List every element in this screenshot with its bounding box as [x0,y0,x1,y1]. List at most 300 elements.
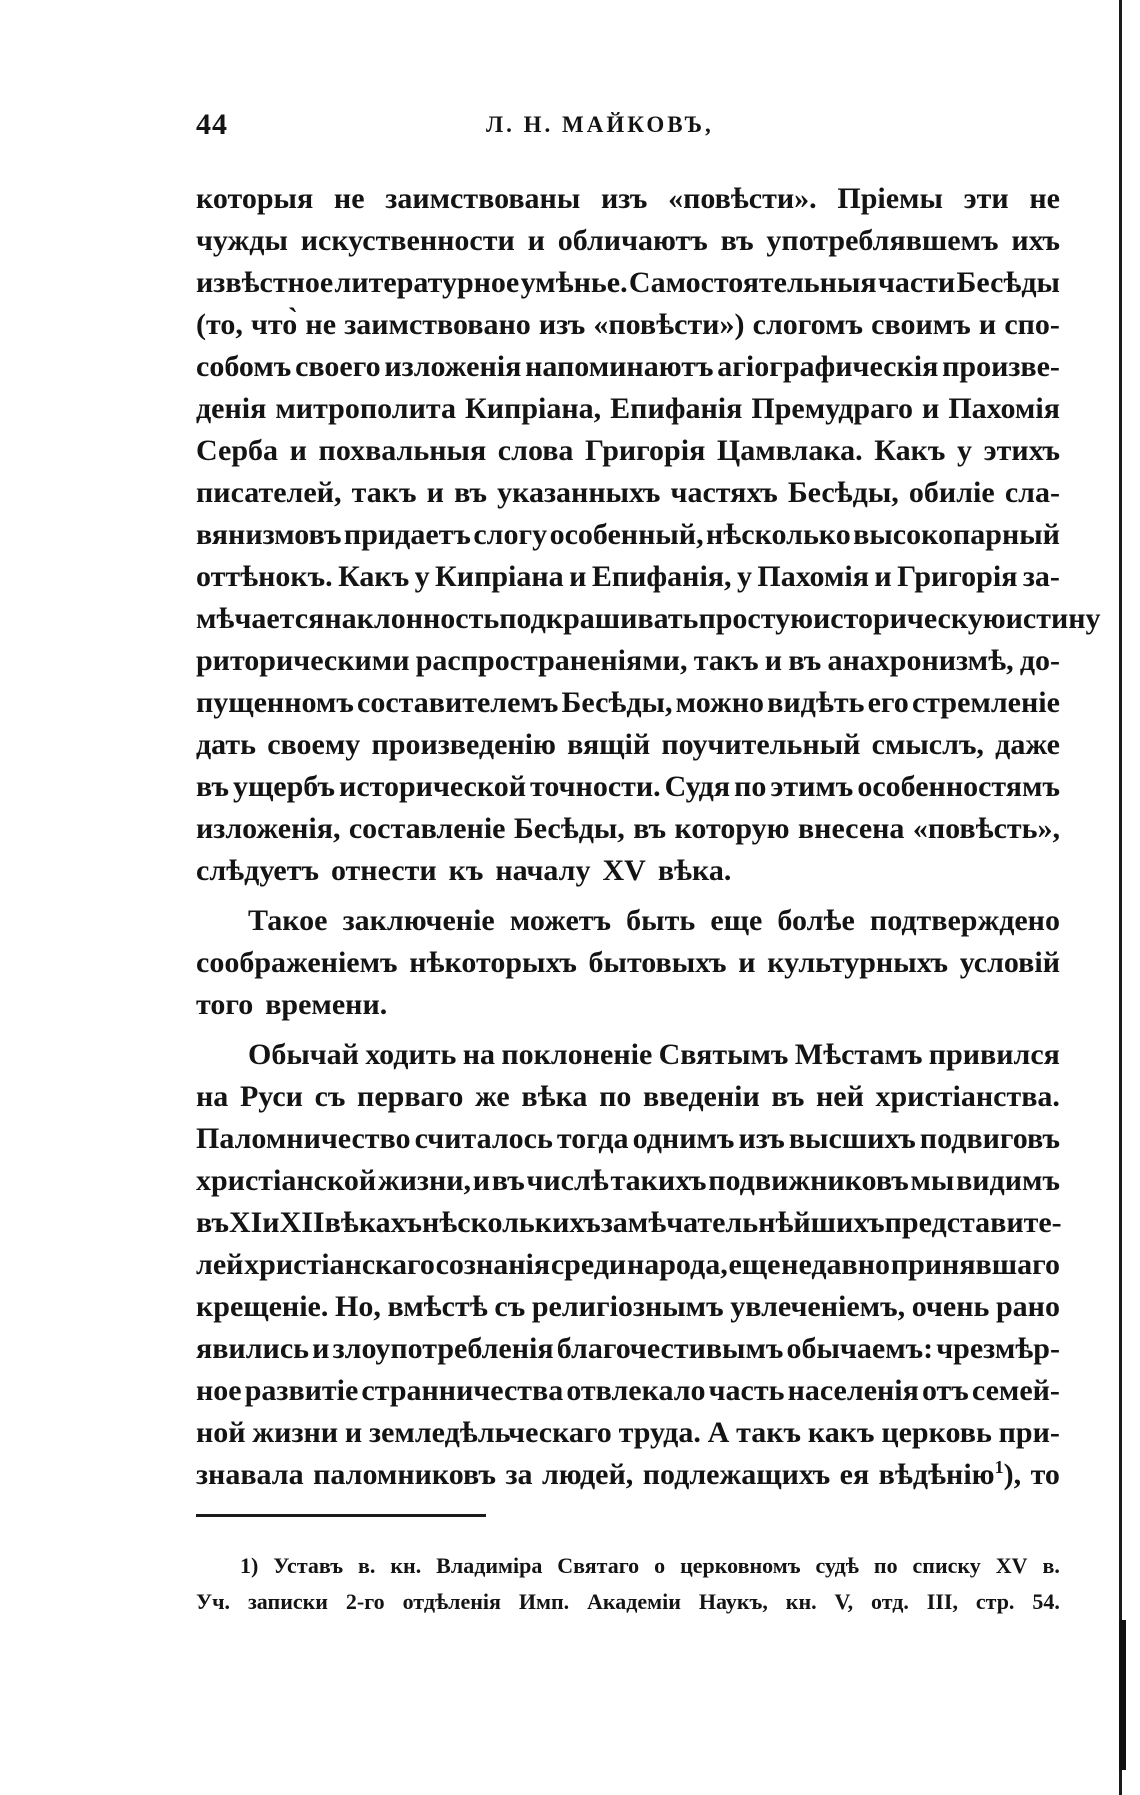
word: «повѣсти». [668,182,817,215]
word: 1) [240,1553,259,1578]
word: людей, [541,1458,634,1491]
word: изложенія, [196,812,341,845]
word: слова [497,434,574,467]
text-line [196,900,1060,942]
word: рано [996,1290,1060,1323]
word: распространеніями, [415,644,688,677]
word: этимъ [770,770,854,803]
word: такихъ [610,1164,707,1197]
word: культурныхъ [767,946,948,979]
word: XV [602,854,646,887]
word: поучительный [661,728,861,761]
word: спо- [1004,308,1060,341]
text-line [196,346,1060,388]
word: Мѣстамъ [794,1038,923,1071]
word: подлежащихъ [642,1458,831,1491]
word: подвижниковъ [708,1164,909,1197]
text-line [196,766,1060,808]
word: Серба [196,434,279,467]
word: на [196,1080,229,1113]
word: у [957,434,973,467]
word: обличаютъ [557,224,708,257]
word: кн. [785,1589,817,1614]
word: и [978,308,997,341]
word: не [1029,182,1060,215]
word: въ [196,1206,229,1239]
word: изложенія [384,350,522,383]
word: ходить [365,1038,457,1071]
word: странничества [361,1374,564,1407]
text-line [196,1412,1060,1454]
word: по [599,1080,632,1113]
word: Паломничество [196,1122,411,1155]
word: слѣдуетъ [196,854,319,887]
word: въ [454,476,488,509]
word: своимъ [871,308,971,341]
text-line [196,984,1060,1026]
word: высшихъ [788,1122,916,1155]
word: представите- [884,1206,1062,1239]
word: собомъ [196,350,292,383]
word: частяхъ [670,476,778,509]
word: считалось [414,1122,553,1155]
word: умѣнье. [520,266,628,299]
word: сознанія [435,1248,551,1281]
word: видимъ [956,1164,1060,1197]
word: Академіи [587,1589,681,1614]
word: въ [633,812,667,845]
word: Бесѣды, [787,476,899,509]
word: такъ [351,476,417,509]
word: вѣдѣнію$^1$), [878,1457,1022,1491]
word: подкрашивать [499,602,699,635]
text-line [196,1244,1060,1286]
word: привился [928,1038,1060,1071]
text-line [196,262,1060,304]
word: Пріемы [837,182,943,215]
word: перваго [357,1080,464,1113]
word: ней [815,1080,864,1113]
word: Кипріана [435,560,564,593]
word: «повѣсти») [593,308,745,341]
word: Кипріана, [465,392,602,425]
word: болѣе [777,904,855,937]
word: подвиговъ [919,1122,1060,1155]
word: благочестивымъ [556,1332,784,1365]
word: введеніи [643,1080,760,1113]
word: Руси [239,1080,303,1113]
word: точности. [530,770,661,803]
word: списку [912,1553,981,1578]
word: Григорія [585,434,706,467]
word: сла- [1004,476,1060,509]
word: Пахомія [757,560,869,593]
word: Самостоятельныя [628,266,877,299]
word: указанныхъ [497,476,661,509]
word: какъ [807,1416,875,1449]
word: употреблявшемъ [766,224,999,257]
word: то [1030,1458,1060,1491]
word: и [262,1206,280,1239]
text-line-final [196,1454,1060,1496]
word: недавно [781,1248,891,1281]
word: лей [196,1248,244,1281]
text-line [196,472,1060,514]
word: Уч. [196,1589,231,1614]
text-line [196,430,1060,472]
page-number: 44 [196,108,228,141]
text-line [196,178,1060,220]
word: ихъ [1011,224,1060,257]
word: заимствованы [385,182,581,215]
word: своего [295,350,381,383]
word: XV [995,1553,1028,1578]
word: изъ [601,182,648,215]
text-line [196,682,1060,724]
word: такъ [693,644,759,677]
word: паломниковъ [313,1458,496,1491]
word: населенія [787,1374,919,1407]
text-line [196,808,1060,850]
word: кн. [390,1553,422,1578]
text-line [196,1328,1060,1370]
word: ея [839,1458,870,1491]
word: писателей, [196,476,342,509]
page-header [196,108,1056,148]
word: Какъ [338,560,410,593]
word: А [707,1416,730,1449]
word: съ [314,1080,346,1113]
footnote-line [196,1584,1060,1620]
word: дать [196,728,256,761]
footnote-rule [196,1514,486,1517]
word: нѣсколько [706,518,851,551]
footnote-line [196,1548,1060,1584]
word: Обычай [248,1038,359,1071]
word: изъ [538,308,586,341]
word: въ [196,770,229,803]
word: вянизмовъ [196,518,342,551]
word: что̀ [251,308,298,341]
word: Владиміра [436,1553,543,1578]
word: истину [1005,602,1101,635]
word: земледѣльческаго [369,1416,612,1449]
word: стремленіе [911,686,1060,719]
word: по [734,770,767,803]
word: части [877,266,956,299]
word: Святаго [557,1553,640,1578]
word: 2-го [345,1589,385,1614]
word: и [289,434,307,467]
word: внесена [797,812,905,845]
word: исторической [339,770,527,803]
word: и [738,946,756,979]
word: Бесѣды, [561,686,673,719]
word: отвлекало [566,1374,706,1407]
word: на [462,1038,496,1071]
word: нѣсколькихъ [422,1206,601,1239]
word: высокопарный [853,518,1060,551]
word: ной [196,1416,246,1449]
word: принявшаго [890,1248,1060,1281]
word: до- [1019,644,1060,677]
word: народа, [626,1248,728,1281]
word: записки [247,1589,328,1614]
word: не [333,182,365,215]
word: напоминаютъ [525,350,714,383]
word: мѣчается [196,602,325,635]
word: за [505,1458,533,1491]
word: и [472,1164,491,1197]
text-line [196,1202,1060,1244]
word: мы [910,1164,955,1197]
scan-edge-line [1119,0,1122,1795]
word: видѣть [767,686,865,719]
text-line [196,942,1060,984]
word: обиліе [908,476,995,509]
text-line [196,1034,1060,1076]
word: еще [710,904,763,937]
word: однимъ [632,1122,735,1155]
word: жизни, [377,1164,472,1197]
word: въ [491,1164,525,1197]
footnote-ref: 1 [994,1457,1004,1477]
word: произве- [942,350,1060,383]
word: вмѣстѣ [387,1290,488,1323]
text-line [196,388,1060,430]
word: и [312,1332,330,1365]
word: церковь [881,1416,992,1449]
word: Бесѣды [956,266,1060,299]
word: же [475,1080,510,1113]
word: извѣстное [196,266,334,299]
word: вѣкахъ [324,1206,422,1239]
word: и [426,476,444,509]
word: условій [959,946,1060,979]
word: въ [788,644,822,677]
word: подтверждено [869,904,1060,937]
word: смыслъ, [871,728,984,761]
word: составителемъ [357,686,559,719]
word: наклонность [324,602,500,635]
word: Такое [248,904,328,937]
word: составленіе [348,812,506,845]
word: отъ [921,1374,969,1407]
word: числѣ [526,1164,609,1197]
word: в. [358,1553,376,1578]
word: Наукъ, [698,1589,768,1614]
text-line [196,304,1060,346]
word: чрезмѣр- [936,1332,1060,1365]
text-line [196,598,1101,640]
word: у [414,560,430,593]
word: ущербъ [232,770,336,803]
word: заимствовано [344,308,531,341]
word: похвальныя [318,434,487,467]
word: III, [926,1589,958,1614]
word: историческую [813,602,1006,635]
word: труда. [618,1416,701,1449]
word: не [305,308,337,341]
word: можно [675,686,764,719]
word: вѣка. [657,854,732,887]
word: изъ [738,1122,785,1155]
word: развитіе [244,1374,359,1407]
word: церковномъ [680,1553,801,1578]
text-line [196,1160,1060,1202]
word: такъ [736,1416,802,1449]
word: простую [698,602,813,635]
word: особенностямъ [857,770,1060,803]
word: придаетъ [343,518,471,551]
word: (то, [196,308,243,341]
word: еще [728,1248,781,1281]
word: знавала [196,1458,304,1491]
word: Но, [335,1290,381,1323]
scan-edge-mark [1119,1620,1126,1770]
word: судѣ [815,1553,859,1578]
word: быть [626,904,696,937]
word: у [736,560,752,593]
word: стр. [975,1589,1015,1614]
word: Премудраго [751,392,913,425]
word: и [569,560,587,593]
word: произведенію [371,728,556,761]
word: отдѣленія [402,1589,501,1614]
text-line [196,1076,1060,1118]
word: крещеніе. [196,1290,329,1323]
word: поклоненіе [501,1038,653,1071]
text-line [196,850,1060,892]
word: даже [995,728,1060,761]
word: которую [674,812,790,845]
word: обычаемъ: [786,1332,934,1365]
word: агіографическія [717,350,939,383]
word: XI [228,1206,263,1239]
text-line [196,1370,1060,1412]
word: заключеніе [342,904,495,937]
word: Пахомія [948,392,1060,425]
word: литературное [334,266,520,299]
text-line [196,1118,1060,1160]
text-line [196,640,1060,682]
text-line [196,1286,1060,1328]
text-line [196,220,1060,262]
word: XII [279,1206,325,1239]
word: очень [911,1290,990,1323]
word: своему [267,728,361,761]
word: христіанской [196,1164,377,1197]
word: Цамвлака. [716,434,863,467]
word: искуственности [300,224,515,257]
text-line [196,514,1060,556]
word: о [654,1553,666,1578]
word: и [764,644,783,677]
word: Епифанія [610,392,743,425]
word: отнести [330,854,437,887]
word: эти [963,182,1009,215]
text-line [196,556,1060,598]
word: семей- [971,1374,1060,1407]
word: и [874,560,892,593]
word: за- [1022,560,1060,593]
word: которыя [196,182,314,215]
text-line [196,724,1060,766]
word: нѣкоторыхъ [409,946,577,979]
word: религіознымъ [531,1290,724,1323]
word: явились [196,1332,310,1365]
word: и [922,392,940,425]
running-head: Л. Н. МАЙКОВЪ, [486,112,714,137]
word: злоупотребленія [332,1332,554,1365]
word: Имп. [518,1589,570,1614]
word: бытовыхъ [588,946,727,979]
word: анахронизмѣ, [827,644,1014,677]
word: христіанскаго [244,1248,435,1281]
word: можетъ [509,904,612,937]
word: митрополита [275,392,456,425]
word: Какъ [874,434,946,467]
word: Григорія [897,560,1018,593]
word: риторическими [196,644,410,677]
word: по [873,1553,898,1578]
word: денія [196,392,267,425]
word: его [867,686,909,719]
word: ное [196,1374,242,1407]
word: среди [550,1248,627,1281]
word: увлеченіемъ, [730,1290,906,1323]
word: того [196,988,254,1021]
word: при- [998,1416,1060,1449]
word: этихъ [983,434,1060,467]
word: Уставъ [273,1553,344,1578]
word: вѣка [521,1080,588,1113]
word: жизни [252,1416,339,1449]
word: 54. [1032,1589,1060,1614]
word: соображеніемъ [196,946,398,979]
word: началу [495,854,591,887]
word: слогомъ [752,308,864,341]
word: вящій [567,728,651,761]
word: пущенномъ [196,686,354,719]
word: Судя [664,770,731,803]
word: христіанства. [875,1080,1060,1113]
word: Бесѣды, [513,812,625,845]
word: слогу [473,518,548,551]
word: замѣчательнѣйшихъ [600,1206,885,1239]
word: оттѣнокъ. [196,560,333,593]
word: въ [771,1080,805,1113]
word: часть [708,1374,785,1407]
word: съ [494,1290,526,1323]
main-text [196,178,1101,1496]
word: времени. [265,988,388,1021]
word: въ [720,224,754,257]
word: тогда [556,1122,629,1155]
word: Епифанія, [591,560,732,593]
word: чужды [196,224,288,257]
word: «повѣсть», [912,812,1060,845]
word: къ [448,854,484,887]
word: в. [1042,1553,1060,1578]
word: и [527,224,545,257]
word: и [344,1416,363,1449]
footnotes [196,1548,1060,1620]
word: особенный, [549,518,704,551]
word: Святымъ [658,1038,789,1071]
word: отд. [871,1589,909,1614]
word: V, [834,1589,854,1614]
